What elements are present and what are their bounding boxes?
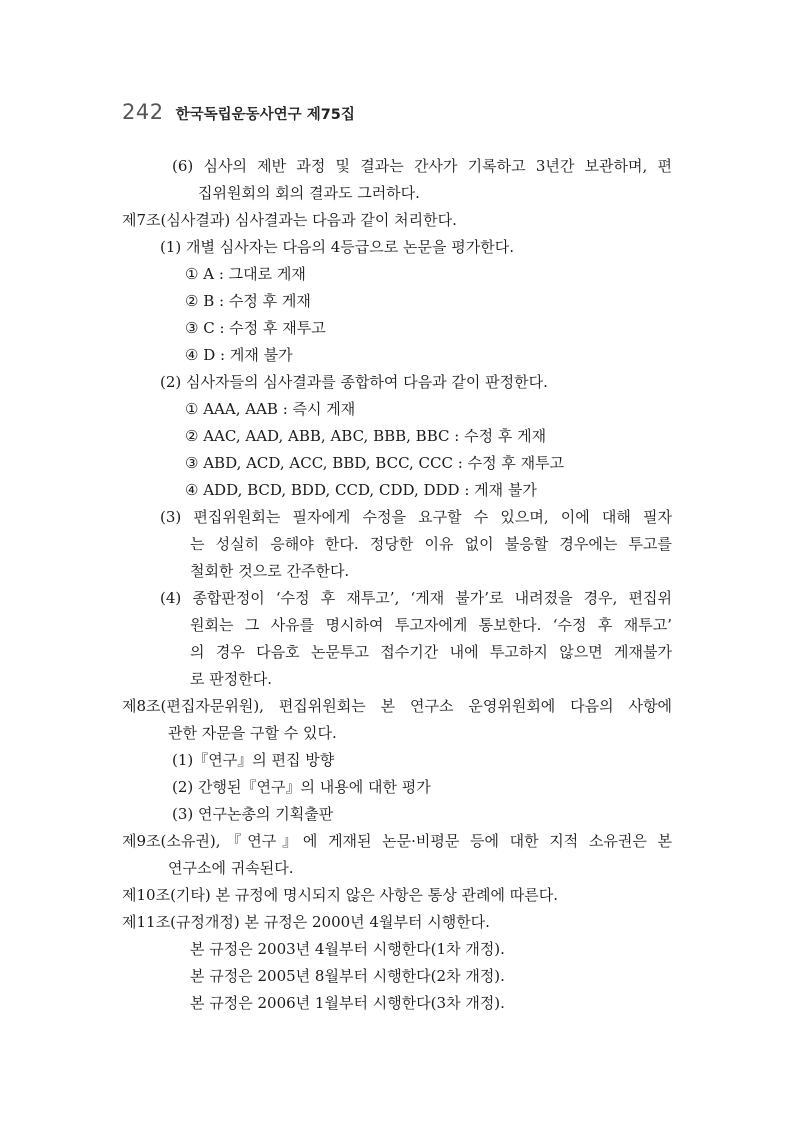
list-item: (1)『연구』의 편집 방향 xyxy=(172,751,335,769)
list-item: ① AAA, AAB : 즉시 게재 xyxy=(185,400,356,418)
article-heading: 제7조(심사결과) 심사결과는 다음과 같이 처리한다. xyxy=(122,211,457,229)
text-line: 연구소에 귀속된다. xyxy=(168,859,294,877)
text-line: 철회한 것으로 간주한다. xyxy=(190,562,350,580)
text-line: (2) 심사자들의 심사결과를 종합하여 다음과 같이 판정한다. xyxy=(160,373,548,391)
text-line: (3) 편집위원회는 필자에게 수정을 요구할 수 있으며, 이에 대해 필자 xyxy=(160,508,672,526)
text-line: 관한 자문을 구할 수 있다. xyxy=(168,724,337,742)
article-heading: 제9조(소유권),『연구』에 게재된 논문·비평문 등에 대한 지적 소유권은 본 xyxy=(122,832,672,850)
revision-note: 본 규정은 2006년 1월부터 시행한다(3차 개정). xyxy=(190,994,505,1012)
list-item: (3) 연구논총의 기획출판 xyxy=(172,805,334,823)
revision-note: 본 규정은 2003년 4월부터 시행한다(1차 개정). xyxy=(190,940,505,958)
text-line: 의 경우 다음호 논문투고 접수기간 내에 투고하지 않으면 게재불가 xyxy=(190,643,672,661)
list-item: ② AAC, AAD, ABB, ABC, BBB, BBC : 수정 후 게재 xyxy=(185,427,547,445)
list-item: ④ D : 게재 불가 xyxy=(185,346,293,364)
text-line: (1) 개별 심사자는 다음의 4등급으로 논문을 평가한다. xyxy=(160,238,514,256)
running-header xyxy=(122,100,355,128)
list-item: ③ ABD, ACD, ACC, BBD, BCC, CCC : 수정 후 재투고 xyxy=(185,454,565,472)
journal-title: 한국독립운동사연구 제75집 xyxy=(175,107,355,123)
article-heading: 제8조(편집자문위원), 편집위원회는 본 연구소 운영위원회에 다음의 사항에 xyxy=(122,697,672,715)
list-item: ③ C : 수정 후 재투고 xyxy=(185,319,326,337)
page-number: 242 xyxy=(122,100,164,124)
text-line: 로 판정한다. xyxy=(190,670,272,688)
revision-note: 본 규정은 2005년 8월부터 시행한다(2차 개정). xyxy=(190,967,505,985)
text-line: 집위원회의 회의 결과도 그러하다. xyxy=(198,184,420,202)
text-line: 원회는 그 사유를 명시하여 투고자에게 통보한다. ‘수정 후 재투고’ xyxy=(190,616,672,634)
list-item: ② B : 수정 후 게재 xyxy=(185,292,311,310)
list-item: (2) 간행된『연구』의 내용에 대한 평가 xyxy=(172,778,431,796)
article-heading: 제10조(기타) 본 규정에 명시되지 않은 사항은 통상 관례에 따른다. xyxy=(122,886,558,904)
text-line: (6) 심사의 제반 과정 및 결과는 간사가 기록하고 3년간 보관하며, 편 xyxy=(172,157,672,175)
text-line: (4) 종합판정이 ‘수정 후 재투고’, ‘게재 불가’로 내려졌을 경우, 편집위 xyxy=(160,589,672,607)
text-line: 는 성실히 응해야 한다. 정당한 이유 없이 불응할 경우에는 투고를 xyxy=(190,535,672,553)
list-item: ① A : 그대로 게재 xyxy=(185,265,306,283)
list-item: ④ ADD, BCD, BDD, CCD, CDD, DDD : 게재 불가 xyxy=(185,481,537,499)
article-heading: 제11조(규정개정) 본 규정은 2000년 4월부터 시행한다. xyxy=(122,913,490,931)
